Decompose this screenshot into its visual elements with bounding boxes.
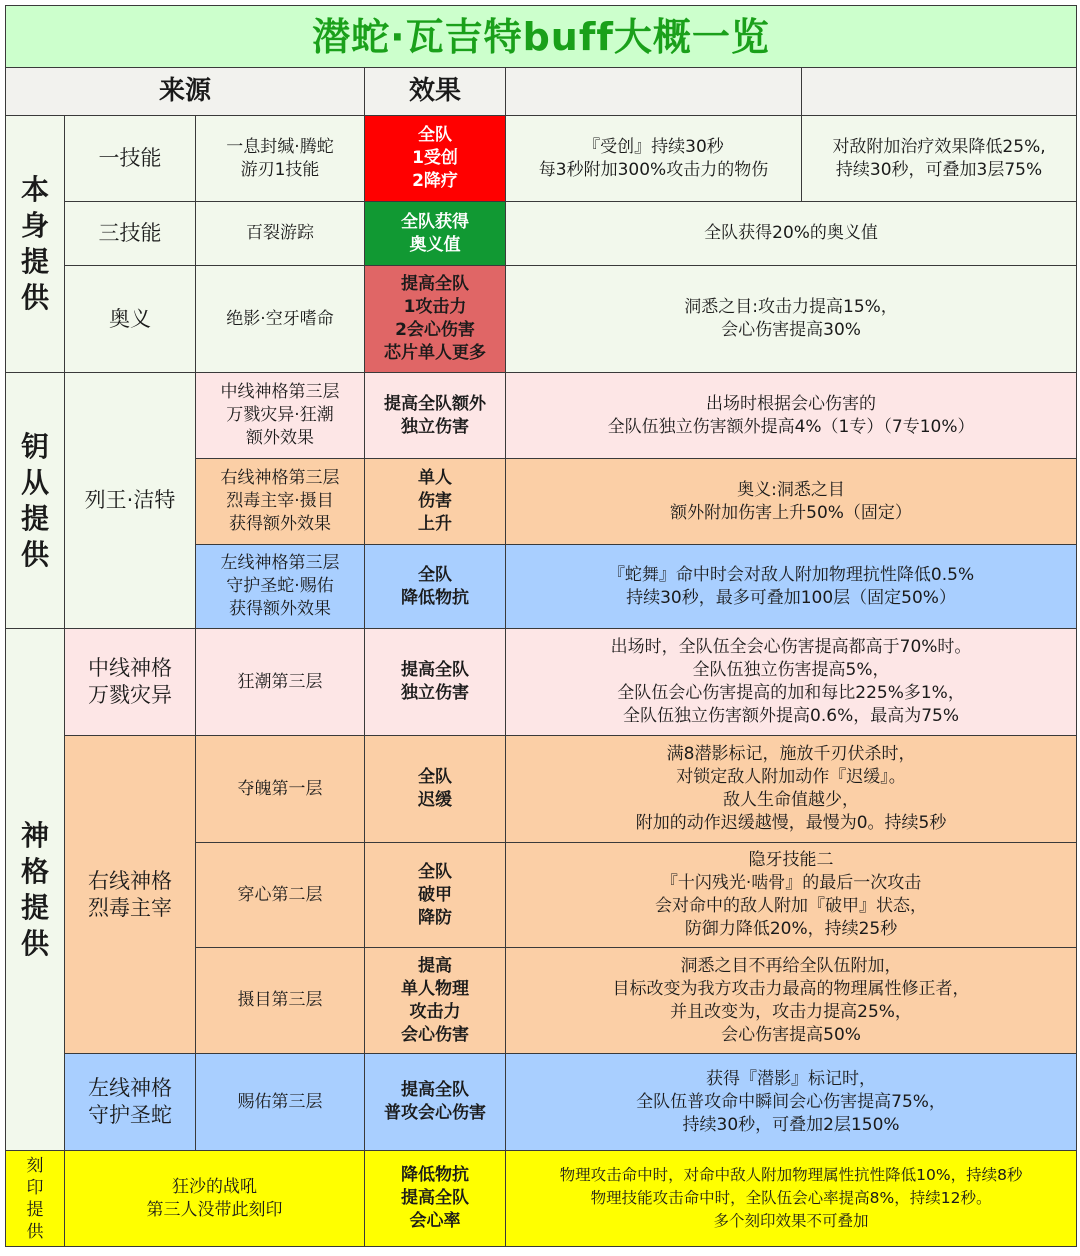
effect-cell: 提高全队 独立伤害 [365, 629, 506, 736]
desc-cell: 奥义:洞悉之目 额外附加伤害上升50%（固定） [506, 459, 1077, 545]
table-row [6, 736, 1077, 843]
effect-cell: 全队 1受创 2降疗 [365, 116, 506, 202]
effect-cell: 全队 破甲 降防 [365, 843, 506, 948]
category-cell: 三技能 [65, 202, 196, 266]
key-group-cell: 列王·洁特 [65, 373, 196, 629]
desc-cell: 『受创』持续30秒 每3秒附加300%攻击力的物伤 [506, 116, 802, 202]
table-row [6, 266, 1077, 373]
header-source: 来源 [6, 68, 365, 116]
source-cell: 狂沙的战吼 第三人没带此刻印 [65, 1151, 365, 1247]
source-cell: 狂潮第三层 [196, 629, 365, 736]
desc-cell: 洞悉之目:攻击力提高15%， 会心伤害提高30% [506, 266, 1077, 373]
table-row [6, 1151, 1077, 1247]
effect-cell: 全队 迟缓 [365, 736, 506, 843]
effect-cell: 降低物抗 提高全队 会心率 [365, 1151, 506, 1247]
desc-cell: 洞悉之目不再给全队伍附加， 目标改变为我方攻击力最高的物理属性修正者， 并且改变为，攻击力提高25%， 会心伤害提高50% [506, 948, 1077, 1054]
source-cell: 左线神格第三层 守护圣蛇·赐佑 获得额外效果 [196, 545, 365, 629]
divine-left-group: 左线神格 守护圣蛇 [65, 1054, 196, 1151]
effect-cell: 提高全队 1攻击力 2会心伤害 芯片单人更多 [365, 266, 506, 373]
desc-cell: 隐牙技能二 『十闪残光·啮骨』的最后一次攻击 会对命中的敌人附加『破甲』状态， 防御力降低20%，持续25秒 [506, 843, 1077, 948]
header-effect: 效果 [365, 68, 506, 116]
buff-table-container [5, 5, 1077, 1247]
source-cell: 赐佑第三层 [196, 1054, 365, 1151]
table-row [6, 629, 1077, 736]
effect-cell: 全队获得 奥义值 [365, 202, 506, 266]
section-engrave-label: 刻 印 提 供 [6, 1151, 65, 1247]
effect-cell: 提高 单人物理 攻击力 会心伤害 [365, 948, 506, 1054]
divine-right-group: 右线神格 烈毒主宰 [65, 736, 196, 1054]
desc-cell: 满8潜影标记，施放千刃伏杀时， 对锁定敌人附加动作『迟缓』。 敌人生命值越少， 附加的动作迟缓越慢，最慢为0。持续5秒 [506, 736, 1077, 843]
source-cell: 中线神格第三层 万戮灾异·狂潮 额外效果 [196, 373, 365, 459]
table-row [6, 116, 1077, 202]
desc-cell: 获得『潜影』标记时， 全队伍普攻命中瞬间会心伤害提高75%， 持续30秒，可叠加2层150% [506, 1054, 1077, 1151]
section-self-label: 本 身 提 供 [6, 116, 65, 373]
effect-cell: 提高全队 普攻会心伤害 [365, 1054, 506, 1151]
source-cell: 摄目第三层 [196, 948, 365, 1054]
section-divine-label: 神 格 提 供 [6, 629, 65, 1151]
category-cell: 一技能 [65, 116, 196, 202]
effect-cell: 提高全队额外 独立伤害 [365, 373, 506, 459]
page-title: 潜蛇·瓦吉特buff大概一览 [6, 6, 1077, 68]
desc-cell: 出场时，全队伍全会心伤害提高都高于70%时。 全队伍独立伤害提高5%， 全队伍会心伤害提高的加和每比225%多1%， 全队伍独立伤害额外提高0.6%，最高为75% [506, 629, 1077, 736]
table-row [6, 202, 1077, 266]
buff-table [5, 5, 1077, 1247]
table-row [6, 1054, 1077, 1151]
header-blank-1 [506, 68, 802, 116]
desc-cell: 全队获得20%的奥义值 [506, 202, 1077, 266]
header-blank-2 [802, 68, 1077, 116]
effect-cell: 全队 降低物抗 [365, 545, 506, 629]
source-cell: 百裂游踪 [196, 202, 365, 266]
category-cell: 奥义 [65, 266, 196, 373]
section-key-label: 钥 从 提 供 [6, 373, 65, 629]
desc-cell: 出场时根据会心伤害的 全队伍独立伤害额外提高4%（1专）（7专10%） [506, 373, 1077, 459]
source-cell: 穿心第二层 [196, 843, 365, 948]
table-row [6, 373, 1077, 459]
source-cell: 夺魄第一层 [196, 736, 365, 843]
desc-cell: 『蛇舞』命中时会对敌人附加物理抗性降低0.5% 持续30秒，最多可叠加100层（固定50%） [506, 545, 1077, 629]
effect-cell: 单人 伤害 上升 [365, 459, 506, 545]
source-cell: 一息封缄·腾蛇 游刃1技能 [196, 116, 365, 202]
divine-middle-group: 中线神格 万戮灾异 [65, 629, 196, 736]
desc-cell: 物理攻击命中时，对命中敌人附加物理属性抗性降低10%，持续8秒 物理技能攻击命中时，全队伍会心率提高8%，持续12秒。 多个刻印效果不可叠加 [506, 1151, 1077, 1247]
source-cell: 绝影·空牙嗜命 [196, 266, 365, 373]
source-cell: 右线神格第三层 烈毒主宰·摄目 获得额外效果 [196, 459, 365, 545]
desc-cell-extra: 对敌附加治疗效果降低25%, 持续30秒，可叠加3层75% [802, 116, 1077, 202]
